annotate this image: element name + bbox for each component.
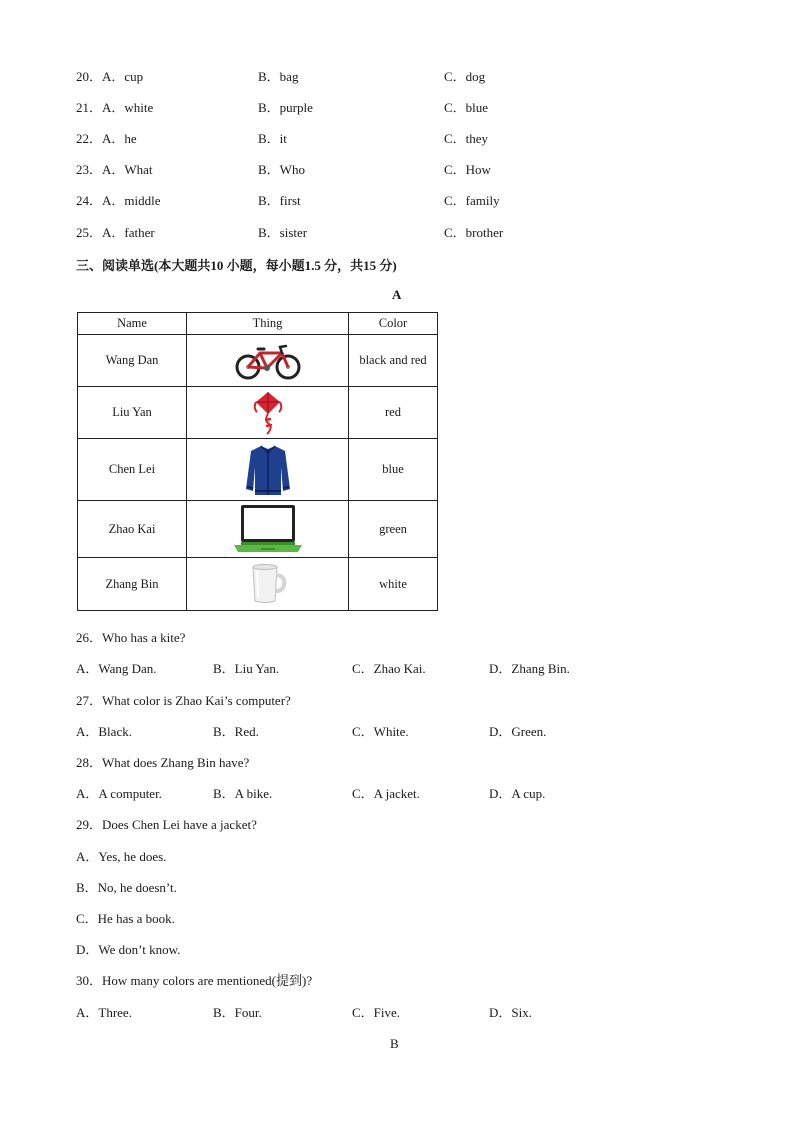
header-name: Name: [78, 313, 187, 335]
option-b: B．bag: [258, 69, 299, 84]
option-b: B．purple: [258, 100, 313, 115]
option-c: C．they: [444, 131, 489, 146]
cell-color: red: [349, 387, 438, 439]
cell-thing: [187, 439, 349, 501]
question-number: 20．: [76, 69, 103, 84]
table-row: [78, 501, 438, 558]
option-c: C．Five.: [352, 1005, 401, 1020]
option-c: C．brother: [444, 225, 504, 240]
option-c: C．family: [444, 193, 500, 208]
cell-thing: [187, 387, 349, 439]
question-stem: 29．Does Chen Lei have a jacket?: [76, 817, 257, 832]
option-c: C．blue: [444, 100, 489, 115]
option-a: A．Black.: [76, 724, 132, 739]
option-b: B．No, he doesn’t.: [76, 880, 177, 895]
option-d: D．Zhang Bin.: [489, 661, 570, 676]
option-b: B．Four.: [213, 1005, 262, 1020]
cell-name: Liu Yan: [78, 387, 187, 439]
option-a: A．A computer.: [76, 786, 162, 801]
cup-icon: [247, 563, 289, 605]
option-c: C．White.: [352, 724, 409, 739]
option-c: C．dog: [444, 69, 486, 84]
option-b: B．Who: [258, 162, 305, 177]
option-d: D．Green.: [489, 724, 547, 739]
cell-name: Chen Lei: [78, 439, 187, 501]
section-title: 三、阅读单选(本大题共10 小题，每小题1.5 分，共15 分): [76, 258, 397, 273]
option-a: A．father: [102, 225, 155, 240]
option-b: B．first: [258, 193, 301, 208]
option-c: C．How: [444, 162, 491, 177]
passage-a-label: A: [392, 287, 402, 302]
option-b: B．it: [258, 131, 287, 146]
kite-icon: [251, 390, 285, 436]
cell-thing: [187, 501, 349, 558]
option-a: A．Three.: [76, 1005, 132, 1020]
option-c: C．He has a book.: [76, 911, 175, 926]
option-d: D．We don’t know.: [76, 942, 181, 957]
info-table: [77, 312, 438, 611]
option-b: B．sister: [258, 225, 308, 240]
cell-thing: [187, 558, 349, 611]
question-number: 21．: [76, 100, 103, 115]
question-stem: 27．What color is Zhao Kai’s computer?: [76, 693, 291, 708]
option-a: A．middle: [102, 193, 161, 208]
cell-color: black and red: [349, 335, 438, 387]
table-row: [78, 387, 438, 439]
option-a: A．What: [102, 162, 153, 177]
option-a: A．he: [102, 131, 137, 146]
laptop-icon: [233, 504, 303, 554]
option-a: A．Wang Dan.: [76, 661, 157, 676]
option-b: B．A bike.: [213, 786, 273, 801]
cell-name: Zhao Kai: [78, 501, 187, 558]
option-c: C．A jacket.: [352, 786, 420, 801]
cell-color: green: [349, 501, 438, 558]
cell-thing: [187, 335, 349, 387]
question-stem: 30．How many colors are mentioned(提到)?: [76, 973, 313, 988]
option-c: C．Zhao Kai.: [352, 661, 426, 676]
table-row: [78, 335, 438, 387]
option-a: A．white: [102, 100, 154, 115]
bike-icon: [234, 341, 302, 381]
option-a: A．cup: [102, 69, 144, 84]
option-d: D．Six.: [489, 1005, 532, 1020]
header-thing: Thing: [187, 313, 349, 335]
jacket-icon: [245, 443, 291, 497]
question-number: 25．: [76, 225, 103, 240]
option-b: B．Liu Yan.: [213, 661, 280, 676]
question-number: 24．: [76, 193, 103, 208]
question-number: 22．: [76, 131, 103, 146]
option-b: B．Red.: [213, 724, 259, 739]
table-row: [78, 439, 438, 501]
option-a: A．Yes, he does.: [76, 849, 167, 864]
cell-name: Wang Dan: [78, 335, 187, 387]
cell-name: Zhang Bin: [78, 558, 187, 611]
header-color: Color: [349, 313, 438, 335]
cell-color: blue: [349, 439, 438, 501]
option-d: D．A cup.: [489, 786, 546, 801]
question-stem: 28．What does Zhang Bin have?: [76, 755, 250, 770]
question-number: 23．: [76, 162, 103, 177]
passage-b-label: B: [390, 1036, 399, 1051]
table-header-row: [78, 313, 438, 335]
table-row: [78, 558, 438, 611]
question-stem: 26．Who has a kite?: [76, 630, 186, 645]
cell-color: white: [349, 558, 438, 611]
